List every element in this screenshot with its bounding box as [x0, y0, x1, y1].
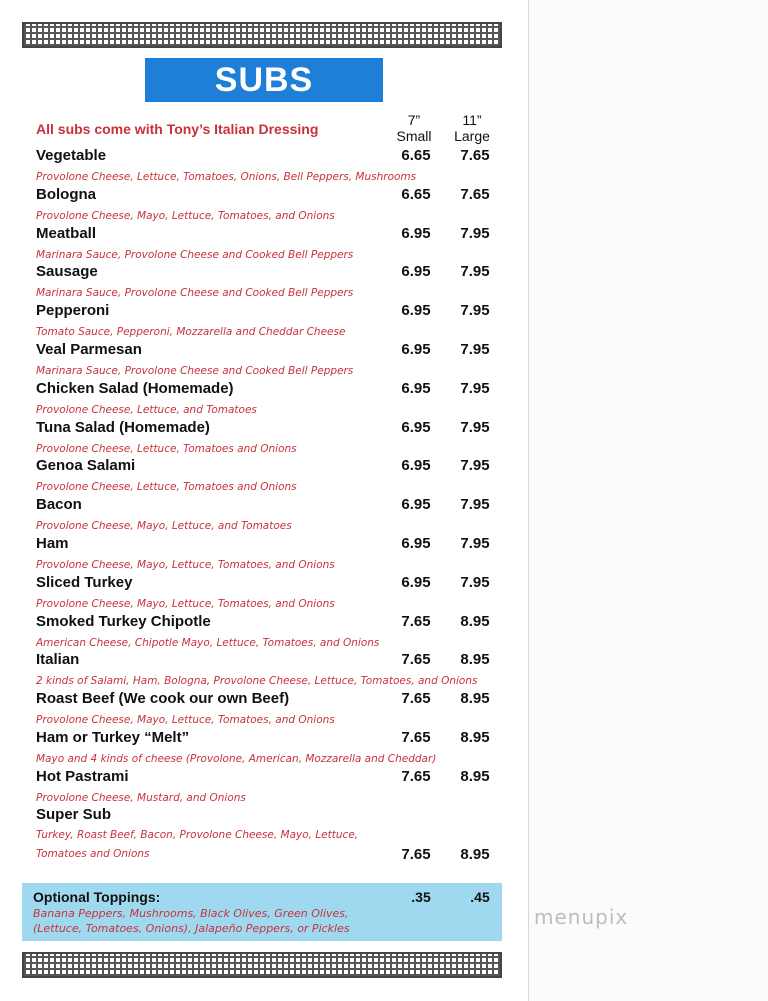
price-large: 7.95: [460, 302, 490, 320]
menu-item-desc: Provolone Cheese, Lettuce, Tomatoes, Onions, Bell Peppers, Mushrooms: [36, 171, 417, 183]
menu-item-name: Bacon: [36, 496, 82, 514]
column-header-large: [442, 112, 502, 144]
price-small: 6.65: [401, 185, 431, 203]
menu-item-name: Sausage: [36, 263, 98, 281]
menu-item-name: Bologna: [36, 185, 96, 203]
toppings-list-line2: (Lettuce, Tomatoes, Onions), Jalapeño Peppers, or Pickles: [33, 922, 350, 935]
menu-item-desc: 2 kinds of Salami, Ham, Bologna, Provolone Cheese, Lettuce, Tomatoes, and Onions: [36, 675, 478, 688]
price-small: 7.65: [401, 612, 431, 630]
menu-item-desc: Tomatoes and Onions: [36, 848, 150, 860]
menu-item-name: Veal Parmesan: [36, 341, 142, 358]
price-small: 7.65: [401, 767, 431, 785]
price-large: 8.95: [460, 729, 490, 746]
menu-item-desc: Marinara Sauce, Provolone Cheese and Cooked Bell Peppers: [36, 248, 354, 261]
greek-key-border-bottom: [22, 952, 502, 978]
price-small: 6.95: [401, 573, 431, 591]
menu-item-name: Vegetable: [36, 147, 107, 164]
menu-item-name: Ham: [36, 535, 69, 552]
price-small: 6.65: [401, 147, 431, 164]
menu-item-desc: Provolone Cheese, Mayo, Lettuce, Tomatoes, and Onions: [36, 559, 335, 571]
toppings-price-large: .45: [470, 889, 490, 905]
menu-item-name: Italian: [36, 651, 80, 669]
menu-item-desc: Turkey, Roast Beef, Bacon, Provolone Cheese, Mayo, Lettuce,: [36, 829, 359, 841]
price-small: 6.95: [401, 379, 431, 397]
price-large: 8.95: [460, 767, 490, 785]
optional-toppings-box: [22, 883, 502, 941]
column-header-small: [384, 112, 444, 144]
menu-item-name: Genoa Salami: [36, 457, 136, 475]
menu-item-desc: American Cheese, Chipotle Mayo, Lettuce, Tomatoes, and Onions: [36, 636, 380, 649]
price-small: 6.95: [401, 457, 431, 475]
watermark-text: menupix: [534, 905, 629, 929]
menu-item-desc: Provolone Cheese, Mayo, Lettuce, Tomatoes, and Onions: [36, 209, 335, 222]
price-large: 8.95: [460, 846, 490, 863]
price-large: 7.65: [460, 147, 490, 164]
menu-item-name: Meatball: [36, 224, 97, 242]
small-label: Small: [396, 128, 432, 144]
toppings-price-small: .35: [411, 889, 431, 905]
price-small: 7.65: [401, 651, 431, 669]
price-large: 7.65: [460, 185, 490, 203]
menu-item-desc: Mayo and 4 kinds of cheese (Provolone, American, Mozzarella and Cheddar): [36, 753, 437, 765]
menu-item-desc: Tomato Sauce, Pepperoni, Mozzarella and Cheddar Cheese: [36, 326, 346, 339]
price-small: 6.95: [401, 341, 431, 358]
price-large: 7.95: [460, 535, 490, 552]
price-small: 7.65: [401, 729, 431, 746]
small-size: 7”: [407, 112, 421, 128]
menu-item-desc: Marinara Sauce, Provolone Cheese and Cooked Bell Peppers: [36, 365, 354, 377]
price-small: 6.95: [401, 302, 431, 320]
toppings-title: Optional Toppings:: [33, 889, 161, 905]
large-label: Large: [454, 128, 490, 144]
menu-item-desc: Provolone Cheese, Lettuce, Tomatoes and Onions: [36, 481, 297, 494]
price-small: 6.95: [401, 535, 431, 552]
menu-item-desc: Provolone Cheese, Mayo, Lettuce, and Tomatoes: [36, 520, 292, 533]
menu-item-name: Tuna Salad (Homemade): [36, 418, 210, 436]
menu-item-name: Roast Beef (We cook our own Beef): [36, 690, 290, 708]
large-size: 11”: [462, 112, 482, 128]
price-small: 7.65: [401, 690, 431, 708]
menu-item-name: Hot Pastrami: [36, 767, 129, 785]
price-small: 6.95: [401, 263, 431, 281]
menu-item-name: Smoked Turkey Chipotle: [36, 612, 211, 630]
toppings-list-line1: Banana Peppers, Mushrooms, Black Olives, Green Olives,: [33, 907, 349, 920]
price-large: 8.95: [460, 612, 490, 630]
menu-item-desc: Provolone Cheese, Mustard, and Onions: [36, 791, 246, 804]
menu-item-desc: Provolone Cheese, Lettuce, Tomatoes and Onions: [36, 442, 297, 455]
price-large: 7.95: [460, 224, 490, 242]
menu-item-name: Chicken Salad (Homemade): [36, 379, 234, 397]
section-title: SUBS: [145, 58, 383, 102]
price-large: 7.95: [460, 379, 490, 397]
menu-item-desc: Provolone Cheese, Lettuce, and Tomatoes: [36, 403, 257, 416]
price-small: 6.95: [401, 418, 431, 436]
price-large: 8.95: [460, 651, 490, 669]
menu-item-desc: Provolone Cheese, Mayo, Lettuce, Tomatoes, and Onions: [36, 597, 335, 610]
price-large: 7.95: [460, 418, 490, 436]
greek-key-border-top: [22, 22, 502, 48]
menu-item-name: Ham or Turkey “Melt”: [36, 729, 190, 746]
price-large: 7.95: [460, 341, 490, 358]
price-large: 7.95: [460, 263, 490, 281]
price-large: 7.95: [460, 496, 490, 514]
price-small: 6.95: [401, 496, 431, 514]
menu-item-name: Super Sub: [36, 806, 112, 823]
menu-item-desc: Provolone Cheese, Mayo, Lettuce, Tomatoes, and Onions: [36, 714, 335, 727]
menu-item-desc: Marinara Sauce, Provolone Cheese and Cooked Bell Peppers: [36, 287, 354, 300]
dressing-note: All subs come with Tony’s Italian Dressing: [36, 121, 319, 137]
menu-item-name: Sliced Turkey: [36, 573, 133, 591]
price-small: 6.95: [401, 224, 431, 242]
price-large: 7.95: [460, 573, 490, 591]
price-small: 7.65: [401, 846, 431, 863]
price-large: 7.95: [460, 457, 490, 475]
price-large: 8.95: [460, 690, 490, 708]
menu-item-name: Pepperoni: [36, 302, 110, 320]
